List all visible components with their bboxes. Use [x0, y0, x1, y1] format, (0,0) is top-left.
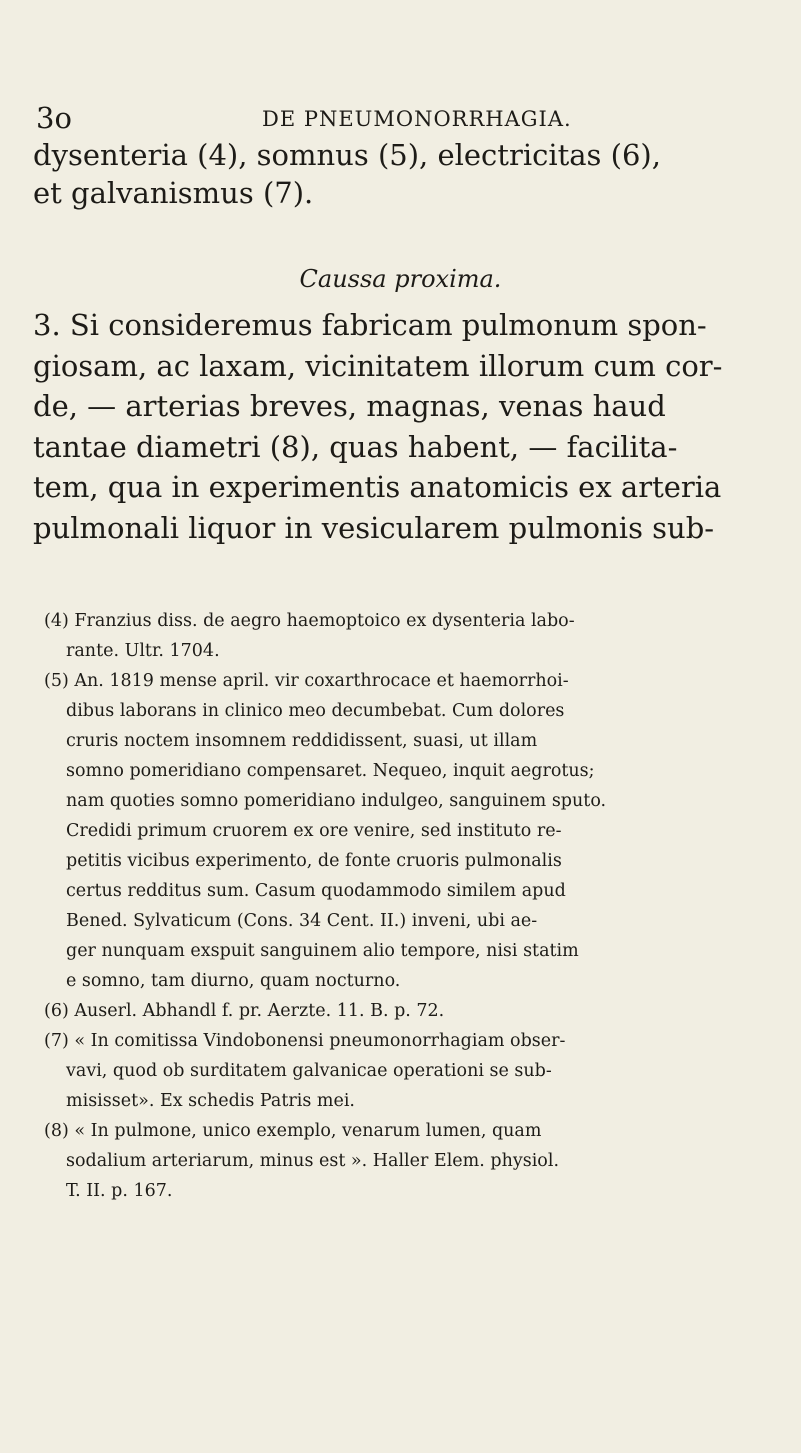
intro-text — [33, 136, 763, 212]
footnote-line: vavi, quod ob surditatem galvanicae operationi se sub- — [66, 1061, 552, 1081]
footnote-5 — [44, 666, 764, 996]
running-title: DE PNEUMONORRHAGIA. — [262, 107, 572, 131]
section-heading: Caussa proxima. — [299, 265, 502, 293]
text-line: de, — arterias breves, magnas, venas haud — [33, 389, 666, 423]
text-line: pulmonali liquor in vesicularem pulmonis sub- — [33, 510, 715, 545]
text-line: dysenteria (4), somnus (5), electricitas (6), — [33, 138, 661, 172]
footnote-line: certus redditus sum. Casum quodammodo similem apud — [66, 881, 566, 901]
footnote-line: (4) Franzius diss. de aegro haemoptoico ex dysenteria labo- — [44, 611, 575, 631]
footnote-4 — [44, 606, 764, 666]
footnote-line: (6) Auserl. Abhandl f. pr. Aerzte. 11. B. p. 72. — [44, 1001, 445, 1021]
body-paragraph — [33, 305, 763, 548]
page-header — [36, 100, 756, 136]
footnote-line: T. II. p. 167. — [66, 1181, 173, 1201]
footnote-line: (7) « In comitissa Vindobonensi pneumonorrhagiam obser- — [44, 1031, 566, 1051]
footnote-line: e somno, tam diurno, quam nocturno. — [66, 971, 401, 991]
footnote-line: (8) « In pulmone, unico exemplo, venarum lumen, quam — [44, 1121, 542, 1141]
footnote-line: somno pomeridiano compensaret. Nequeo, inquit aegrotus; — [66, 761, 595, 781]
text-line: tantae diametri (8), quas habent, — facilita- — [33, 429, 678, 464]
footnote-line: rante. Ultr. 1704. — [66, 641, 220, 661]
footnote-line: cruris noctem insomnem reddidissent, suasi, ut illam — [66, 731, 538, 751]
footnote-6 — [44, 996, 764, 1026]
text-line: et galvanismus (7). — [33, 176, 314, 210]
footnote-line: Credidi primum cruorem ex ore venire, sed instituto re- — [66, 821, 562, 841]
footnote-line: petitis vicibus experimento, de fonte cruoris pulmonalis — [66, 851, 562, 871]
footnote-line: misisset». Ex schedis Patris mei. — [66, 1091, 355, 1111]
footnote-8 — [44, 1116, 764, 1206]
footnote-7 — [44, 1026, 764, 1116]
footnote-line: nam quoties somno pomeridiano indulgeo, sanguinem sputo. — [66, 791, 607, 811]
text-line: tem, qua in experimentis anatomicis ex arteria — [33, 470, 722, 504]
text-line: 3. Si consideremus fabricam pulmonum spon- — [33, 308, 707, 342]
page-number: 3o — [36, 101, 72, 135]
footnote-line: dibus laborans in clinico meo decumbebat. Cum dolores — [66, 701, 565, 721]
footnotes — [44, 606, 764, 1206]
footnote-line: ger nunquam exspuit sanguinem alio tempore, nisi statim — [66, 941, 579, 961]
footnote-line: Bened. Sylvaticum (Cons. 34 Cent. II.) inveni, ubi ae- — [66, 911, 538, 931]
text-line: giosam, ac laxam, vicinitatem illorum cum cor- — [33, 348, 723, 383]
footnote-line: sodalium arteriarum, minus est ». Haller Elem. physiol. — [66, 1151, 560, 1171]
footnote-line: (5) An. 1819 mense april. vir coxarthrocace et haemorrhoi- — [44, 671, 569, 691]
